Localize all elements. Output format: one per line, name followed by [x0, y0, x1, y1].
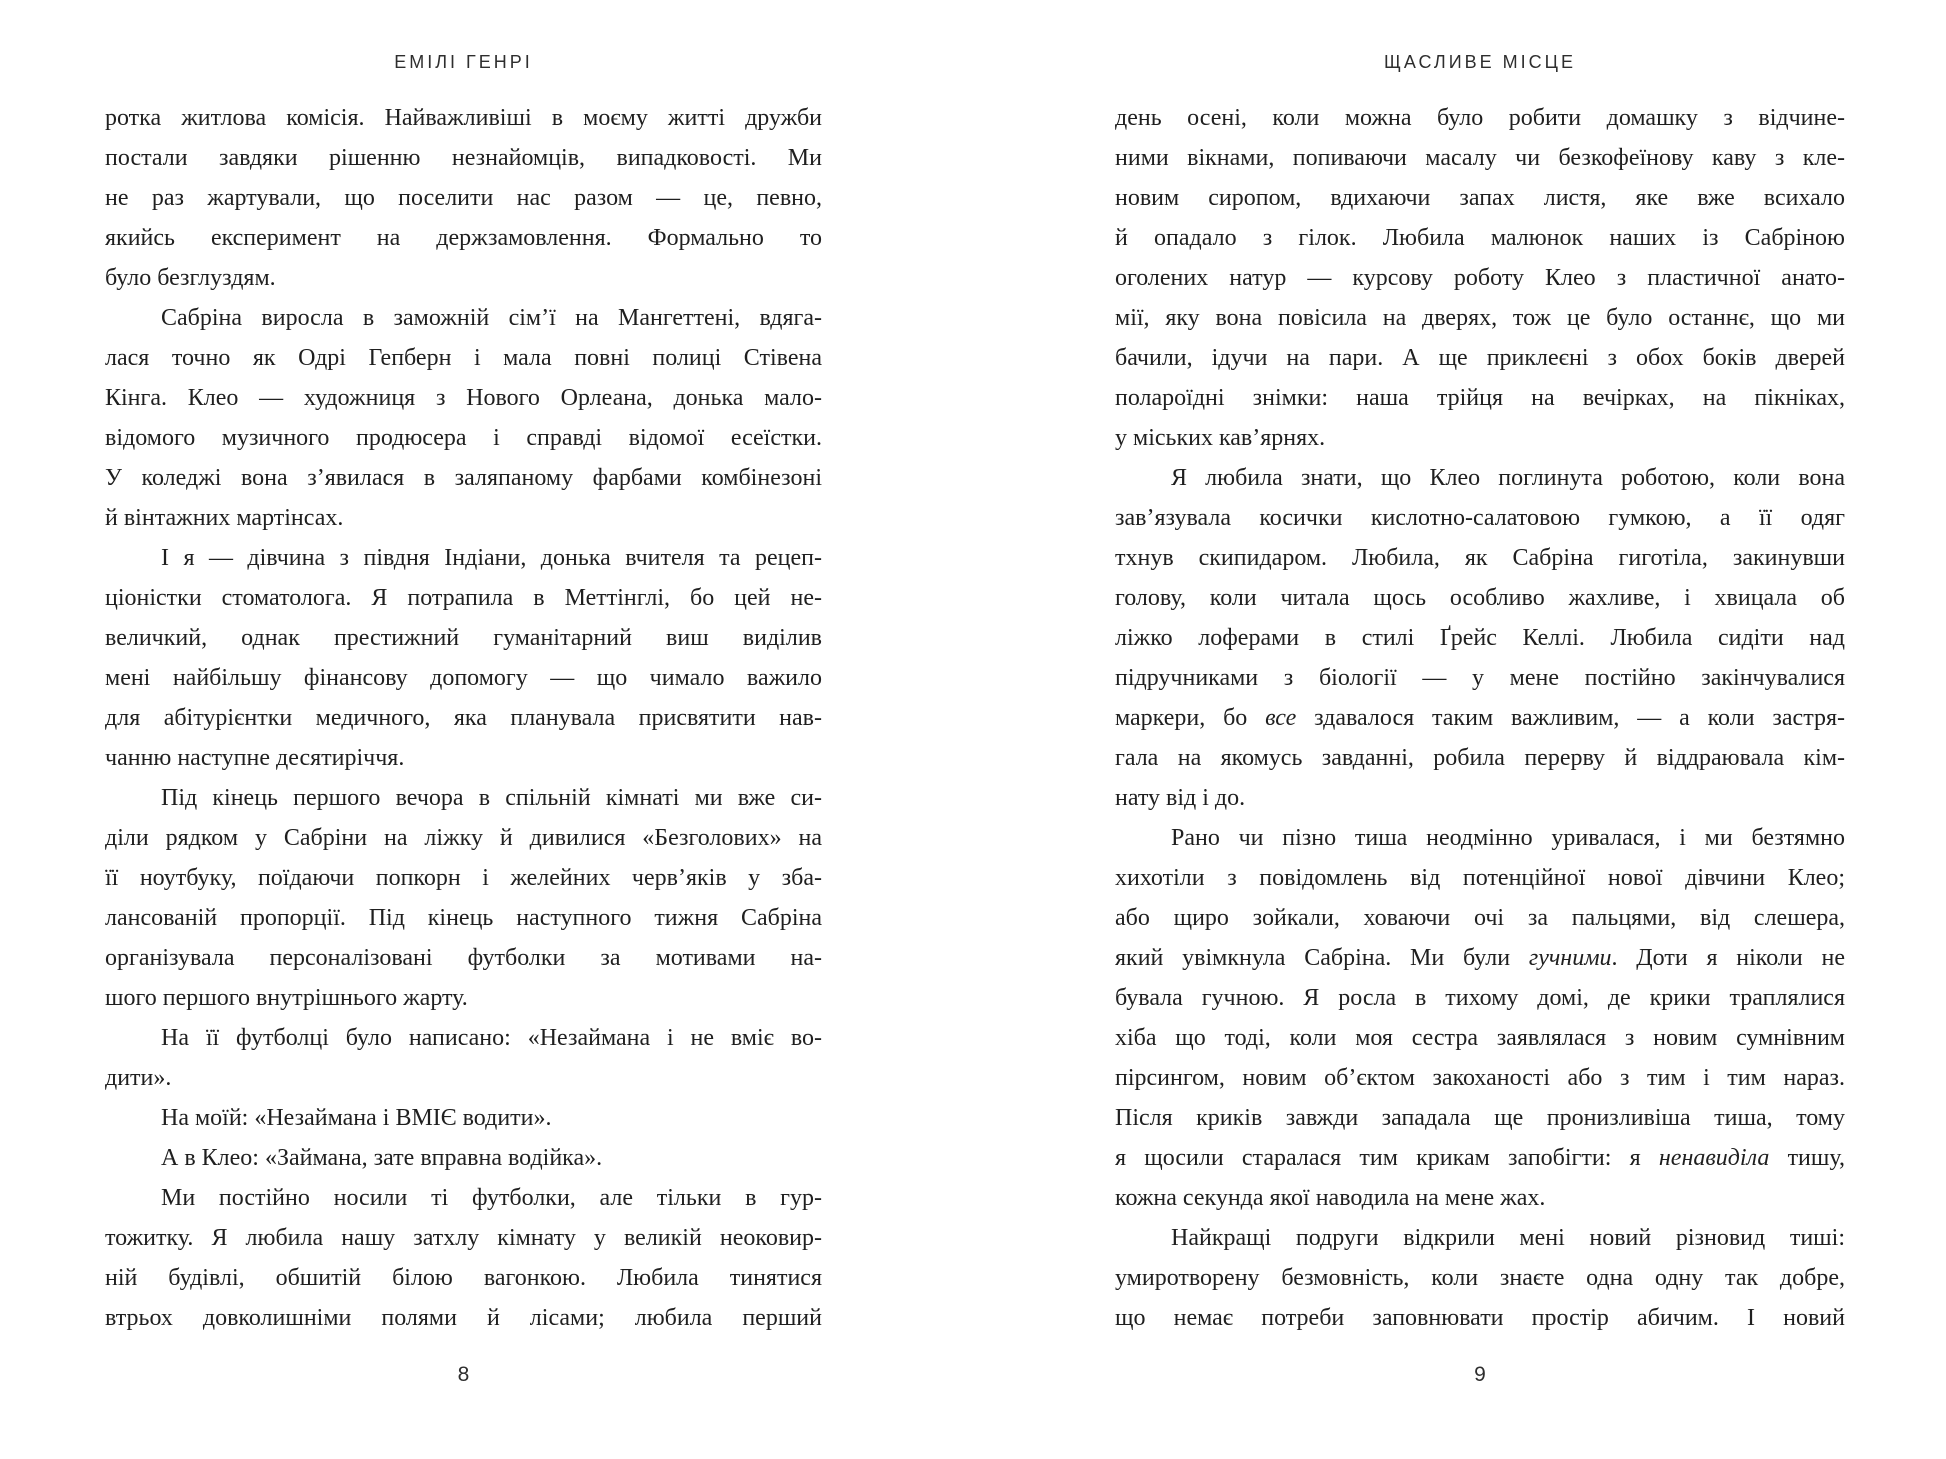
- body-text: гала на якомусь завданні, робила перерву й віддраювала кім-: [1115, 745, 1845, 771]
- text-line: [1115, 138, 1845, 178]
- text-line: [1115, 418, 1845, 458]
- text-line: [1115, 578, 1845, 618]
- text-line: [1115, 1098, 1845, 1138]
- body-text: організувала персоналізовані футболки за мотивами на-: [105, 945, 822, 971]
- page-number: 9: [1474, 1363, 1486, 1386]
- body-text: шого першого внутрішнього жарту.: [105, 985, 468, 1011]
- text-line: [105, 178, 822, 218]
- text-line: [105, 738, 822, 778]
- body-text: хіба що тоді, коли моя сестра заявлялася з новим сумнівним: [1115, 1025, 1845, 1051]
- right-page: [1115, 0, 1845, 1459]
- text-line: [105, 1258, 822, 1298]
- text-line: [105, 658, 822, 698]
- body-text: . Доти я ніколи не: [1611, 945, 1845, 971]
- italic-text: ненавиділа: [1658, 1145, 1770, 1171]
- text-line: [105, 1298, 822, 1338]
- body-text: Під кінець першого вечора в спільній кімнаті ми вже си-: [161, 785, 822, 811]
- body-text: ній будівлі, обшитій білою вагонкою. Любила тинятися: [105, 1265, 822, 1291]
- text-line: [1115, 1018, 1845, 1058]
- body-text: що немає потреби заповнювати простір абичим. І новий: [1115, 1305, 1845, 1331]
- body-text: зав’язувала косички кислотно-салатовою гумкою, а її одяг: [1115, 505, 1845, 531]
- body-text: бувала гучною. Я росла в тихому домі, де крики траплялися: [1115, 985, 1845, 1011]
- text-line: [1115, 618, 1845, 658]
- body-text: тишу,: [1769, 1145, 1845, 1171]
- body-text: у міських кав’ярнях.: [1115, 425, 1326, 451]
- body-text: який увімкнула Сабріна. Ми були: [1115, 945, 1529, 971]
- text-line: [1115, 858, 1845, 898]
- text-line: [105, 538, 822, 578]
- text-line: [1115, 778, 1845, 818]
- body-text: нату від і до.: [1115, 785, 1246, 811]
- body-text: полароїдні знімки: наша трійця на вечірках, на пікніках,: [1115, 385, 1845, 411]
- text-line: [105, 818, 822, 858]
- text-line: [105, 698, 822, 738]
- page-text: [1115, 98, 1845, 1338]
- page-text: [105, 98, 822, 1338]
- text-line: [1115, 98, 1845, 138]
- body-text: І я — дівчина з півдня Індіани, донька вчителя та рецеп-: [161, 545, 822, 571]
- body-text: й вінтажних мартінсах.: [105, 505, 344, 531]
- text-line: [1115, 178, 1845, 218]
- left-page: [105, 0, 822, 1459]
- text-line: [105, 618, 822, 658]
- italic-text: все: [1265, 705, 1297, 731]
- text-line: [105, 1138, 822, 1178]
- text-line: [105, 1098, 822, 1138]
- text-line: [1115, 298, 1845, 338]
- body-text: підручниками з біології — у мене постійно закінчувалися: [1115, 665, 1845, 691]
- text-line: [1115, 258, 1845, 298]
- body-text: Рано чи пізно тиша неодмінно уривалася, і ми безтямно: [1171, 825, 1845, 851]
- body-text: Після криків завжди западала ще пронизливіша тиша, тому: [1115, 1105, 1845, 1131]
- body-text: кожна секунда якої наводила на мене жах.: [1115, 1185, 1546, 1211]
- text-line: [1115, 1178, 1845, 1218]
- text-line: [1115, 738, 1845, 778]
- text-line: [105, 938, 822, 978]
- body-text: її ноутбуку, поїдаючи попкорн і желейних черв’яків у зба-: [105, 865, 822, 891]
- text-line: [105, 1178, 822, 1218]
- body-text: На її футболці було написано: «Незаймана і не вміє во-: [161, 1025, 822, 1051]
- body-text: мені найбільшу фінансову допомогу — що чимало важило: [105, 665, 822, 691]
- body-text: На моїй: «Незаймана і ВМІЄ водити».: [161, 1105, 552, 1131]
- text-line: [105, 858, 822, 898]
- body-text: Я любила знати, що Клео поглинута роботою, коли вона: [1171, 465, 1845, 491]
- text-line: [105, 578, 822, 618]
- text-line: [105, 378, 822, 418]
- body-text: пірсингом, новим об’єктом закоханості або з тим і тим нараз.: [1115, 1065, 1845, 1091]
- body-text: У коледжі вона з’явилася в заляпаному фарбами комбінезоні: [105, 465, 822, 491]
- italic-text: гучними: [1528, 945, 1612, 971]
- body-text: й опадало з гілок. Любила малюнок наших із Сабріною: [1115, 225, 1845, 251]
- body-text: постали завдяки рішенню незнайомців, випадковості. Ми: [105, 145, 822, 171]
- body-text: Сабріна виросла в заможній сім’ї на Мангеттені, вдяга-: [161, 305, 822, 331]
- text-line: [1115, 378, 1845, 418]
- body-text: маркери, бо: [1115, 705, 1266, 731]
- text-line: [105, 218, 822, 258]
- body-text: мії, яку вона повісила на дверях, тож це було останнє, що ми: [1115, 305, 1845, 331]
- body-text: Найкращі подруги відкрили мені новий різновид тиші:: [1171, 1225, 1845, 1251]
- text-line: [105, 498, 822, 538]
- text-line: [105, 898, 822, 938]
- body-text: ними вікнами, попиваючи масалу чи безкофеїнову каву з кле-: [1115, 145, 1845, 171]
- body-text: А в Клео: «Займана, зате вправна водійка».: [161, 1145, 603, 1171]
- text-line: [1115, 498, 1845, 538]
- text-line: [1115, 818, 1845, 858]
- text-line: [1115, 458, 1845, 498]
- body-text: величкий, однак престижний гуманітарний виш виділив: [105, 625, 822, 651]
- body-text: голову, коли читала щось особливо жахливе, і хвицала об: [1115, 585, 1845, 611]
- text-line: [1115, 658, 1845, 698]
- body-text: тхнув скипидаром. Любила, як Сабріна гиготіла, закинувши: [1115, 545, 1845, 571]
- text-line: [105, 778, 822, 818]
- body-text: здавалося таким важливим, — а коли застря-: [1296, 705, 1845, 731]
- body-text: лася точно як Одрі Гепберн і мала повні полиці Стівена: [105, 345, 822, 371]
- text-line: [105, 1218, 822, 1258]
- body-text: чанню наступне десятиріччя.: [105, 745, 405, 771]
- text-line: [1115, 978, 1845, 1018]
- body-text: якийсь експеримент на держзамовлення. Формально то: [105, 225, 822, 251]
- body-text: дити».: [105, 1065, 172, 1091]
- running-header-title: ЩАСЛИВЕ МІСЦЕ: [1384, 52, 1576, 72]
- text-line: [1115, 338, 1845, 378]
- body-text: не раз жартували, що поселити нас разом — це, певно,: [105, 185, 822, 211]
- body-text: ротка житлова комісія. Найважливіші в моєму житті дружби: [105, 105, 822, 131]
- body-text: день осені, коли можна було робити домашку з відчине-: [1115, 105, 1845, 131]
- body-text: для абітурієнтки медичного, яка планувала присвятити нав-: [105, 705, 822, 731]
- body-text: тожитку. Я любила нашу затхлу кімнату у великій неоковир-: [105, 1225, 822, 1251]
- body-text: я щосили старалася тим крикам запобігти: я: [1115, 1145, 1659, 1171]
- text-line: [105, 338, 822, 378]
- body-text: Ми постійно носили ті футболки, але тільки в гур-: [161, 1185, 822, 1211]
- text-line: [105, 1058, 822, 1098]
- body-text: або щиро зойкали, ховаючи очі за пальцями, від слешера,: [1115, 905, 1845, 931]
- text-line: [1115, 938, 1845, 978]
- text-line: [105, 98, 822, 138]
- text-line: [105, 1018, 822, 1058]
- text-line: [1115, 1058, 1845, 1098]
- body-text: оголених натур — курсову роботу Клео з пластичної анато-: [1115, 265, 1845, 291]
- body-text: відомого музичного продюсера і справді відомої есеїстки.: [105, 425, 822, 451]
- text-line: [1115, 698, 1845, 738]
- text-line: [105, 418, 822, 458]
- body-text: лансованій пропорції. Під кінець наступного тижня Сабріна: [105, 905, 822, 931]
- text-line: [1115, 538, 1845, 578]
- text-line: [1115, 1298, 1845, 1338]
- text-line: [1115, 1258, 1845, 1298]
- body-text: хихотіли з повідомлень від потенційної нової дівчини Клео;: [1115, 865, 1845, 891]
- text-line: [1115, 1138, 1845, 1178]
- body-text: ціоністки стоматолога. Я потрапила в Меттінглі, бо цей не-: [105, 585, 822, 611]
- page-number: 8: [457, 1363, 470, 1386]
- body-text: діли рядком у Сабріни на ліжку й дивилися «Безголових» на: [105, 825, 822, 851]
- text-line: [1115, 898, 1845, 938]
- text-line: [105, 298, 822, 338]
- text-line: [1115, 1218, 1845, 1258]
- text-line: [105, 978, 822, 1018]
- text-line: [105, 258, 822, 298]
- running-header-author: ЕМІЛІ ГЕНРІ: [394, 52, 533, 72]
- text-line: [105, 458, 822, 498]
- body-text: втрьох довколишніми полями й лісами; любила перший: [105, 1305, 822, 1331]
- text-line: [1115, 218, 1845, 258]
- body-text: умиротворену безмовність, коли знаєте одна одну так добре,: [1115, 1265, 1845, 1291]
- body-text: новим сиропом, вдихаючи запах листя, яке вже всихало: [1115, 185, 1845, 211]
- text-line: [105, 138, 822, 178]
- body-text: ліжко лоферами в стилі Ґрейс Келлі. Любила сидіти над: [1115, 625, 1845, 651]
- body-text: було безглуздям.: [105, 265, 276, 291]
- body-text: Кінга. Клео — художниця з Нового Орлеана, донька мало-: [105, 385, 822, 411]
- body-text: бачили, ідучи на пари. А ще приклеєні з обох боків дверей: [1115, 345, 1845, 371]
